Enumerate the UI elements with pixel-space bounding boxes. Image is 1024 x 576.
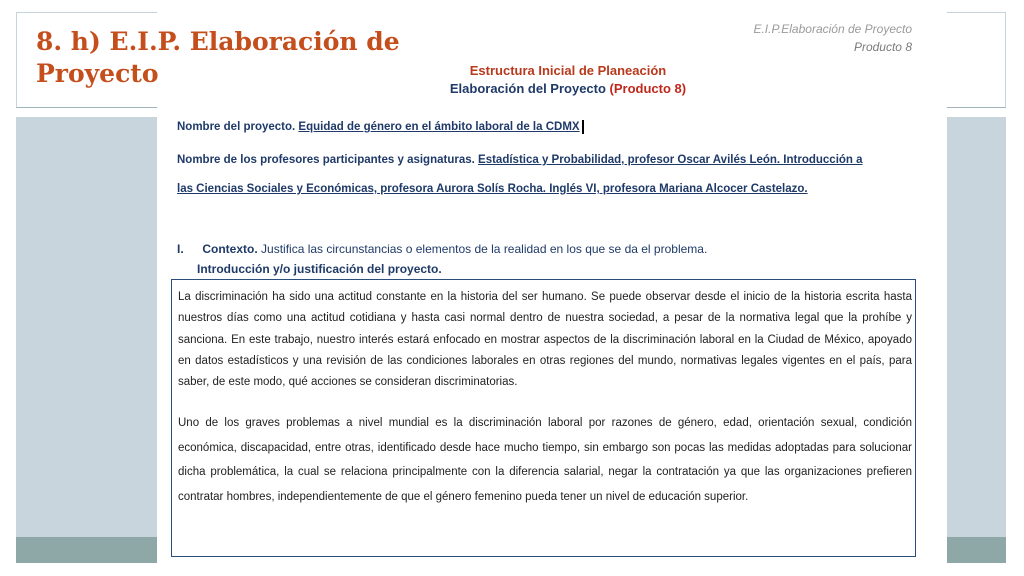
professors-field-line2 <box>177 183 808 195</box>
header-product: Producto 8 <box>853 40 912 54</box>
heading-structure: Estructura Inicial de Planeación <box>469 63 667 78</box>
header-course: E.I.P.Elaboración de Proyecto <box>753 22 912 36</box>
slide-title: 8. h) E.I.P. Elaboración de Proyecto <box>36 27 400 88</box>
heading-elaboration <box>430 80 706 98</box>
heading-product: (Producto 8) <box>609 81 687 96</box>
section-context-heading <box>177 242 707 256</box>
section-subtitle: Introducción y/o justificación del proyecto. <box>197 262 442 276</box>
context-paragraph-2: Uno de los graves problemas a nivel mundial es la discriminación laboral por razones de género, edad, orientación sexual, condición económica, discapacidad, entre otras, identificado desde hace mucho tiempo, sin embargo son pocas las medidas adoptadas para solucionar dicha problemática, la cual se relaciona principalmente con la diferencia salarial, negar la contratación ya que las organizaciones prefieren contratar hombres, independientemente de que el género femenino pueda tener un nivel de educación superior. <box>178 417 912 503</box>
document-header-right <box>753 20 912 56</box>
slide-band-right <box>947 117 1006 537</box>
text-cursor <box>582 120 584 134</box>
project-name-label: Nombre del proyecto. <box>177 121 296 134</box>
professors-label: Nombre de los profesores participantes y asignaturas. <box>177 154 475 166</box>
professors-value-line2[interactable]: las Ciencias Sociales y Económicas, profesora Aurora Solís Rocha. Inglés VI, profesora Mariana Alcocer Castelazo. <box>177 183 808 195</box>
section-title: Contexto. <box>202 242 258 256</box>
context-paragraph-1: La discriminación ha sido una actitud constante en la historia del ser humano. Se puede observar desde el inicio de la historia escrita hasta nuestros días como una actitud cotidiana y hasta casi normal dentro de nuestra sociedad, a pesar de la normativa legal que la prohíbe y sanciona. En este trabajo, nuestro interés estará enfocado en mostrar aspectos de la discriminación laboral en la Ciudad de México, apoyado en datos estadísticos y una revisión de las condiciones laborales en otras regiones del mundo, normativas legales vigentes en el país, para saber, de este modo, qué acciones se consideran discriminatorias. <box>178 291 912 389</box>
professors-field <box>177 154 863 166</box>
professors-value-line1[interactable]: Estadística y Probabilidad, profesor Oscar Avilés León. Introducción a <box>478 154 863 166</box>
project-name-value[interactable]: Equidad de género en el ámbito laboral de la CDMX <box>298 121 580 134</box>
project-name-field <box>177 120 584 134</box>
section-description: Justifica las circunstancias o elementos de la realidad en los que se da el problema. <box>261 242 708 256</box>
slide-band-left <box>16 117 157 537</box>
section-number: I. <box>177 242 184 256</box>
heading-elaboration-main: Elaboración del Proyecto <box>449 81 606 96</box>
document-heading <box>430 62 706 98</box>
